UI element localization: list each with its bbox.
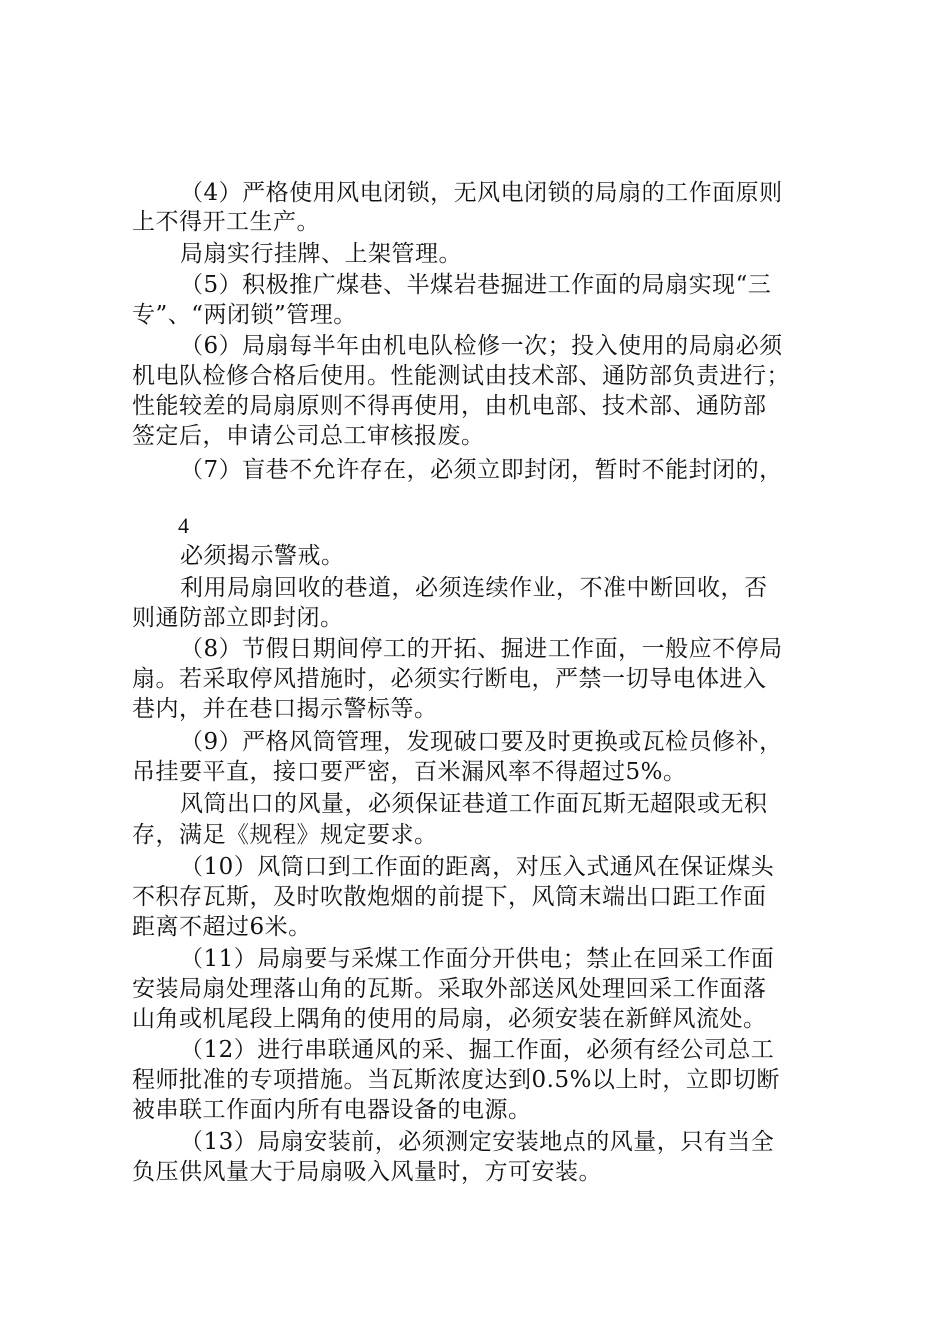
paragraph-line: （10）风筒口到工作面的距离，对压入式通风在保证煤头 xyxy=(180,854,775,880)
paragraph-line: 程师批准的专项措施。当瓦斯浓度达到0.5%以上时，立即切断 xyxy=(132,1067,780,1093)
paragraph-line: 则通防部立即封闭。 xyxy=(132,605,344,631)
paragraph-line: （9）严格风筒管理，发现破口要及时更换或瓦检员修补， xyxy=(180,729,783,755)
paragraph-line: 利用局扇回收的巷道，必须连续作业，不准中断回收，否 xyxy=(180,575,768,601)
paragraph-line: 机电队检修合格后使用。性能测试由技术部、通防部负责进行； xyxy=(132,363,790,389)
paragraph-line: 扇。若采取停风措施时，必须实行断电，严禁一切导电体进入 xyxy=(132,666,767,692)
paragraph-line: 存，满足《规程》规定要求。 xyxy=(132,822,438,848)
paragraph-line: （5）积极推广煤巷、半煤岩巷掘进工作面的局扇实现“三 xyxy=(180,272,772,298)
paragraph-line: 签定后，申请公司总工审核报废。 xyxy=(132,423,485,449)
paragraph-line: （4）严格使用风电闭锁，无风电闭锁的局扇的工作面原则 xyxy=(180,180,783,206)
paragraph-line: 上不得开工生产。 xyxy=(132,209,320,235)
paragraph-line: 距离不超过6米。 xyxy=(132,914,312,940)
paragraph-line: 不积存瓦斯，及时吹散炮烟的前提下，风筒末端出口距工作面 xyxy=(132,884,767,910)
paragraph-line: 安装局扇处理落山角的瓦斯。采取外部送风处理回采工作面落 xyxy=(132,976,767,1002)
paragraph-line: 吊挂要平直，接口要严密，百米漏风率不得超过5%。 xyxy=(132,759,687,785)
paragraph-line: 必须揭示警戒。 xyxy=(180,543,345,569)
paragraph-line: （13）局扇安装前，必须测定安装地点的风量，只有当全 xyxy=(180,1129,775,1155)
paragraph-line: 被串联工作面内所有电器设备的电源。 xyxy=(132,1097,532,1123)
paragraph-line: 负压供风量大于局扇吸入风量时，方可安装。 xyxy=(132,1159,602,1185)
paragraph-line: （7）盲巷不允许存在，必须立即封闭，暂时不能封闭的， xyxy=(180,457,783,483)
paragraph-line: 山角或机尾段上隅角的使用的局扇，必须安装在新鲜风流处。 xyxy=(132,1006,767,1032)
paragraph-line: （12）进行串联通风的采、掘工作面，必须有经公司总工 xyxy=(180,1037,775,1063)
paragraph-line: （11）局扇要与采煤工作面分开供电；禁止在回采工作面 xyxy=(180,946,775,972)
paragraph-line: 巷内，并在巷口揭示警标等。 xyxy=(132,696,438,722)
paragraph-line: （8）节假日期间停工的开拓、掘进工作面，一般应不停局 xyxy=(180,636,783,662)
page-number: 4 xyxy=(178,513,189,538)
paragraph-line: 局扇实行挂牌、上架管理。 xyxy=(180,241,462,267)
paragraph-line: 风筒出口的风量，必须保证巷道工作面瓦斯无超限或无积 xyxy=(180,791,768,817)
paragraph-line: （6）局扇每半年由机电队检修一次；投入使用的局扇必须 xyxy=(180,333,783,359)
paragraph-line: 性能较差的局扇原则不得再使用，由机电部、技术部、通防部 xyxy=(132,393,767,419)
paragraph-line: 专”、“两闭锁”管理。 xyxy=(132,302,357,328)
